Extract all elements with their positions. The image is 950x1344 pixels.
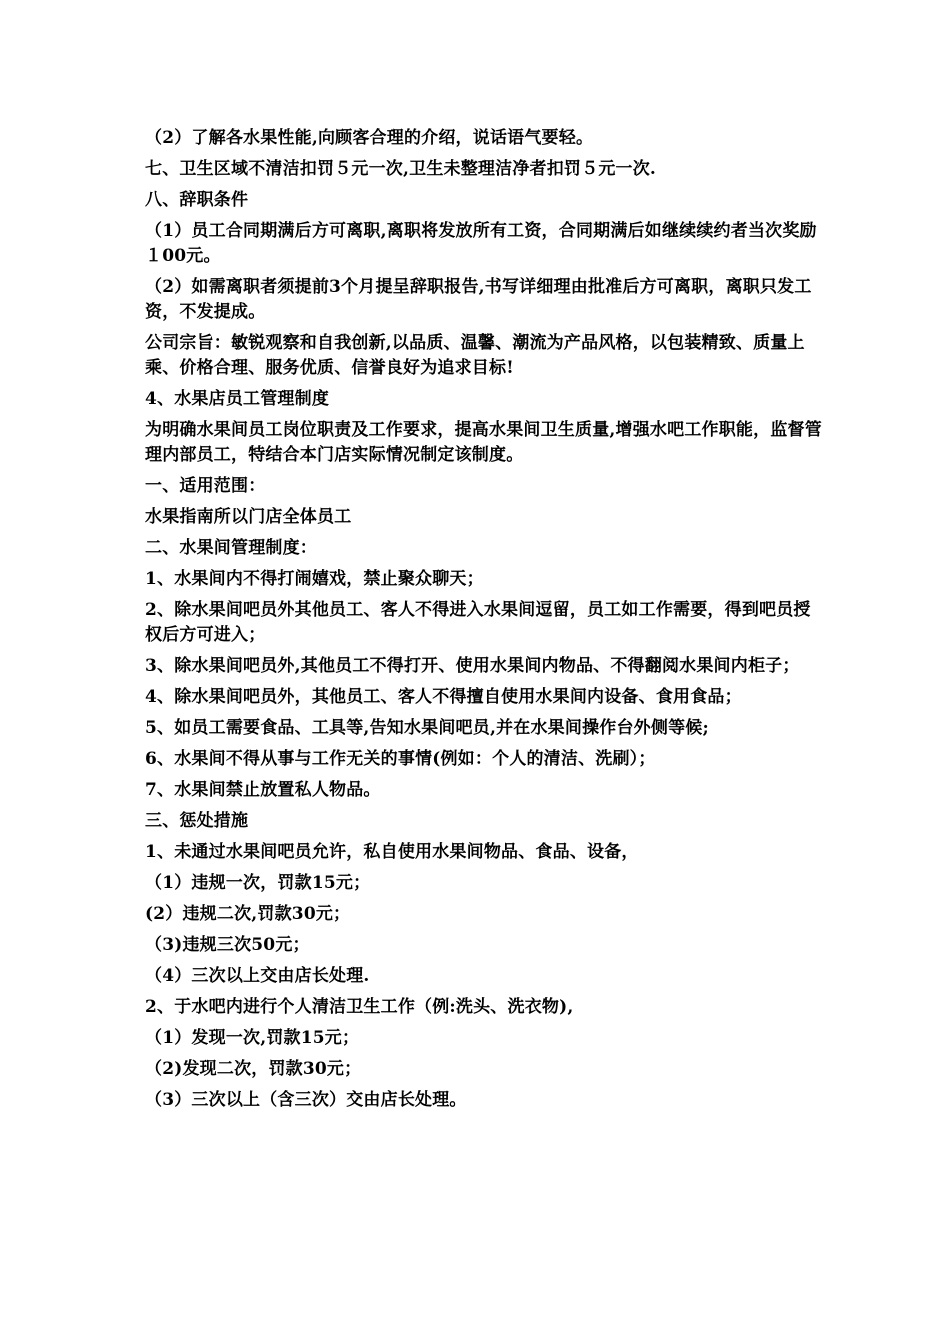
list-item: （1）违规一次，罚款15元； [145, 873, 371, 893]
section-heading: 八、辞职条件 [145, 190, 249, 210]
list-item: （3)违规三次50元； [145, 935, 310, 955]
list-item: （1）发现一次,罚款15元； [145, 1028, 360, 1048]
list-item: 4、除水果间吧员外，其他员工、客人不得擅自使用水果间内设备、食用食品； [145, 687, 742, 707]
section-heading: 二、水果间管理制度： [145, 538, 317, 558]
paragraph: （2）了解各水果性能,向顾客合理的介绍，说话语气要轻。 [145, 128, 594, 148]
list-item: (2）违规二次,罚款30元； [145, 904, 351, 924]
paragraph: 七、卫生区域不清洁扣罚５元一次,卫生未整理洁净者扣罚５元一次. [145, 159, 657, 179]
list-item: 5、如员工需要食品、工具等,告知水果间吧员,并在水果间操作台外侧等候; [145, 718, 709, 738]
section-heading: 三、惩处措施 [145, 811, 249, 831]
section-heading: 4、水果店员工管理制度 [145, 389, 330, 409]
list-item: （3）三次以上（含三次）交由店长处理。 [145, 1090, 467, 1110]
paragraph: 公司宗旨：敏锐观察和自我创新,以品质、温馨、潮流为产品风格，以包装精致、质量上乘、价格合理、服务优质、信誉良好为追求目标! [145, 333, 805, 378]
list-item: 3、除水果间吧员外,其他员工不得打开、使用水果间内物品、不得翻阅水果间内柜子； [145, 656, 800, 676]
list-item: （2)发现二次，罚款30元； [145, 1059, 362, 1079]
paragraph: （2）如需离职者须提前3个月提呈辞职报告,书写详细理由批准后方可离职，离职只发工资，不发提成。 [145, 277, 812, 322]
list-item: 6、水果间不得从事与工作无关的事情(例如：个人的清洁、洗刷）； [145, 749, 656, 769]
section-heading: 一、适用范围： [145, 476, 266, 496]
list-item: 7、水果间禁止放置私人物品。 [145, 780, 381, 800]
list-item: 1、水果间内不得打闹嬉戏，禁止聚众聊天； [145, 569, 484, 589]
list-item: 2、于水吧内进行个人清洁卫生工作（例:洗头、洗衣物), [145, 997, 574, 1017]
paragraph: 水果指南所以门店全体员工 [145, 507, 352, 527]
paragraph: 为明确水果间员工岗位职责及工作要求，提高水果间卫生质量,增强水吧工作职能，监督管理内部员工，特结合本门店实际情况制定该制度。 [145, 420, 822, 465]
paragraph: （1）员工合同期满后方可离职,离职将发放所有工资，合同期满后如继续续约者当次奖励１00元。 [145, 221, 817, 266]
list-item: 1、未通过水果间吧员允许，私自使用水果间物品、食品、设备， [145, 842, 639, 862]
document-body [145, 126, 825, 1119]
list-item: （4）三次以上交由店长处理. [145, 966, 370, 986]
list-item: 2、除水果间吧员外其他员工、客人不得进入水果间逗留，员工如工作需要，得到吧员授权后方可进入； [145, 600, 811, 645]
